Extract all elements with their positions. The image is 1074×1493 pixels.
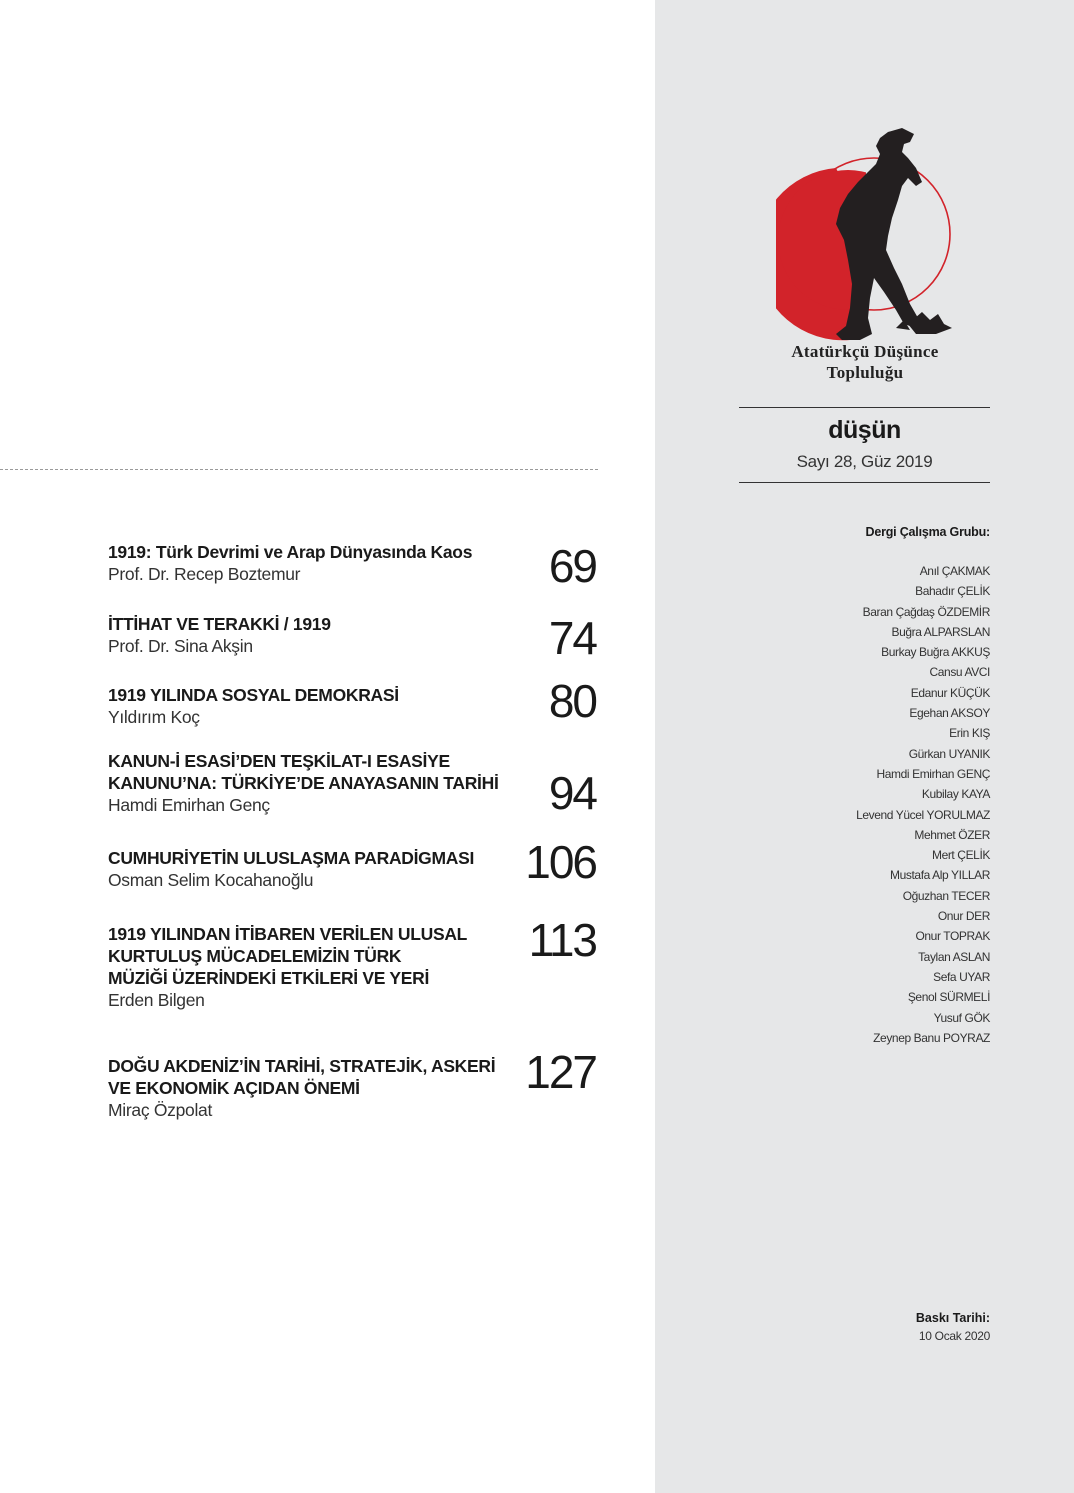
print-date-value: 10 Ocak 2020 bbox=[918, 1329, 990, 1343]
list-item: Oğuzhan TECER bbox=[902, 888, 990, 903]
list-item: Mehmet ÖZER bbox=[914, 827, 990, 842]
toc-page-number: 80 bbox=[548, 675, 596, 727]
list-item: Zeynep Banu POYRAZ bbox=[873, 1030, 990, 1045]
toc-page-number: 94 bbox=[548, 767, 596, 819]
list-item: Baran Çağdaş ÖZDEMİR bbox=[862, 604, 990, 619]
toc-entry-1[interactable] bbox=[108, 540, 598, 592]
toc-author: Hamdi Emirhan Genç bbox=[108, 795, 270, 815]
list-item: Onur DER bbox=[937, 909, 990, 924]
toc-title: DOĞU AKDENİZ’İN TARİHİ, STRATEJİK, ASKERİ VE EKONOMİK AÇIDAN ÖNEMİ bbox=[108, 1056, 496, 1098]
toc-entry-3[interactable] bbox=[108, 675, 598, 728]
list-item: Yusuf GÖK bbox=[933, 1010, 990, 1025]
toc-author: Miraç Özpolat bbox=[108, 1100, 213, 1120]
toc-author: Yıldırım Koç bbox=[108, 707, 200, 727]
list-item: Mert ÇELİK bbox=[931, 848, 990, 863]
working-group-heading: Dergi Çalışma Grubu: bbox=[865, 525, 990, 539]
list-item: Bahadır ÇELİK bbox=[915, 584, 990, 599]
toc-title: 1919: Türk Devrimi ve Arap Dünyasında Kaos bbox=[108, 542, 473, 562]
toc-entry-6[interactable] bbox=[108, 914, 598, 1011]
toc-author: Prof. Dr. Sina Akşin bbox=[108, 636, 253, 656]
list-item: Taylan ASLAN bbox=[918, 949, 990, 964]
toc-title: 1919 YILINDAN İTİBAREN VERİLEN ULUSAL KURTULUŞ MÜCADELEMİZİN TÜRK MÜZİĞİ ÜZERİNDEKİ ETKİLERİ VE YERİ bbox=[108, 924, 468, 988]
list-item: Buğra ALPARSLAN bbox=[891, 624, 990, 639]
toc-page-number: 113 bbox=[528, 914, 596, 966]
list-item: Burkay Buğra AKKUŞ bbox=[881, 645, 990, 660]
dotted-divider bbox=[0, 469, 598, 470]
list-item: Edanur KÜÇÜK bbox=[910, 685, 990, 700]
list-item: Şenol SÜRMELİ bbox=[907, 990, 990, 1005]
issue-info: Sayı 28, Güz 2019 bbox=[796, 452, 933, 471]
list-item: Levend Yücel YORULMAZ bbox=[856, 807, 990, 822]
list-item: Mustafa Alp YILLAR bbox=[890, 868, 990, 883]
toc-page-number: 69 bbox=[548, 540, 596, 592]
toc-title: KANUN-İ ESASİ’DEN TEŞKİLAT-I ESASİYE KANUNU’NA: TÜRKİYE’DE ANAYASANIN TARİHİ bbox=[108, 751, 499, 793]
bottom-rule bbox=[739, 482, 990, 483]
toc-title: 1919 YILINDA SOSYAL DEMOKRASİ bbox=[108, 685, 399, 705]
toc-author: Erden Bilgen bbox=[108, 990, 205, 1010]
toc-page-number: 74 bbox=[548, 612, 596, 664]
toc-author: Osman Selim Kocahanoğlu bbox=[108, 870, 314, 890]
list-item: Onur TOPRAK bbox=[915, 929, 990, 944]
top-rule bbox=[739, 407, 990, 408]
ataturkcu-dusunce-logo-icon bbox=[776, 128, 956, 348]
toc-entry-4[interactable] bbox=[108, 750, 598, 819]
list-item: Gürkan UYANIK bbox=[908, 746, 990, 761]
toc-title: İTTİHAT VE TERAKKİ / 1919 bbox=[108, 614, 331, 634]
toc-page-number: 106 bbox=[525, 836, 596, 888]
logo-line1: Atatürkçü Düşünce bbox=[791, 342, 939, 361]
toc-entry-5[interactable] bbox=[108, 836, 598, 891]
list-item: Egehan AKSOY bbox=[909, 706, 990, 721]
toc-page-number: 127 bbox=[525, 1046, 596, 1098]
toc-title: CUMHURİYETİN ULUSLAŞMA PARADİGMASI bbox=[108, 848, 475, 868]
print-date-label: Baskı Tarihi: bbox=[915, 1311, 990, 1325]
list-item: Sefa UYAR bbox=[933, 969, 990, 984]
list-item: Anıl ÇAKMAK bbox=[919, 564, 990, 578]
working-group-list bbox=[856, 561, 990, 1048]
toc-entry-2[interactable] bbox=[108, 612, 598, 664]
list-item: Hamdi Emirhan GENÇ bbox=[876, 766, 990, 781]
toc-entry-7[interactable] bbox=[108, 1046, 598, 1121]
logo-line2: Topluluğu bbox=[826, 363, 904, 382]
list-item: Erin KIŞ bbox=[949, 726, 990, 741]
toc-author: Prof. Dr. Recep Boztemur bbox=[108, 564, 301, 584]
list-item: Kubilay KAYA bbox=[921, 787, 990, 802]
magazine-name: düşün bbox=[828, 416, 901, 444]
list-item: Cansu AVCI bbox=[929, 665, 990, 680]
